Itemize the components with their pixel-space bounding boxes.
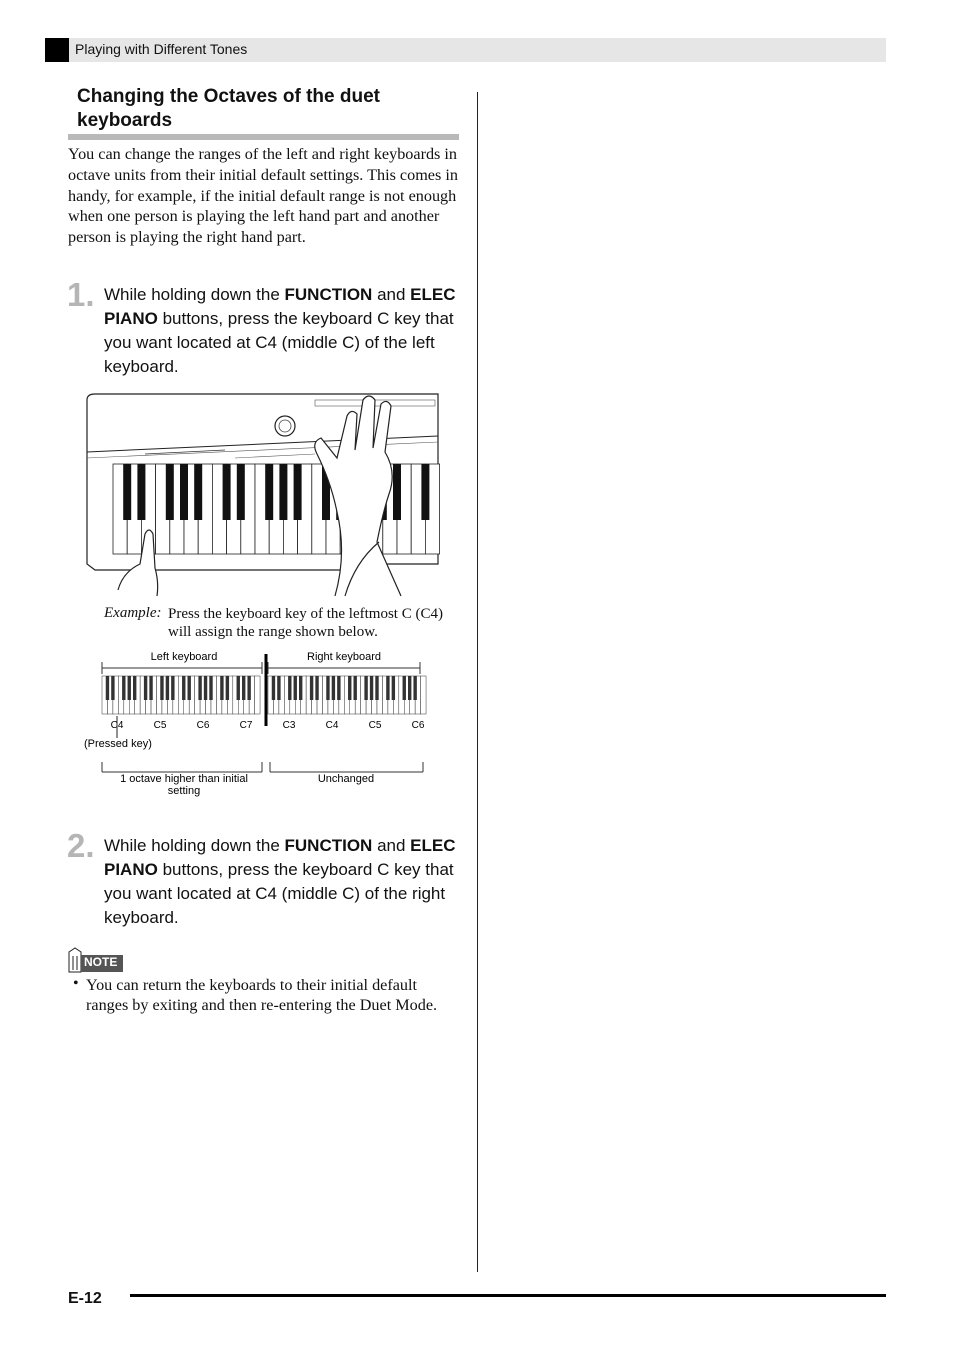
mini-black-key (310, 676, 313, 700)
mini-black-key (209, 676, 212, 700)
step-1-text-c: buttons, press the keyboard C key that you want located at C4 (middle C) of the left keyboard. (104, 309, 454, 376)
left-range-label: 1 octave higher than initial (120, 773, 248, 785)
mini-black-key (392, 676, 395, 700)
mini-black-key (226, 676, 229, 700)
step-2-text-b: and (372, 836, 411, 855)
example-label: Example: (104, 605, 162, 621)
mini-black-key (288, 676, 291, 700)
note-label-left: C6 (196, 720, 210, 731)
step-2-text-a: While holding down the (104, 836, 285, 855)
note-label-right: C3 (282, 720, 296, 731)
mini-black-key (106, 676, 109, 700)
split-marker (265, 654, 268, 726)
left-range-label-2: setting (167, 785, 201, 797)
step-1-text (104, 283, 464, 379)
note-label-right: C6 (411, 720, 425, 731)
illus-black-key (421, 464, 429, 520)
note-label: NOTE (84, 955, 118, 969)
step-1-text-b: and (372, 285, 411, 304)
mini-black-key (277, 676, 280, 700)
step-1-number: 1. (67, 276, 95, 313)
column-divider (477, 92, 478, 1272)
mini-black-key (182, 676, 185, 700)
keyboard-range-diagram (80, 648, 460, 803)
mini-white-key (255, 676, 260, 714)
mini-black-key (332, 676, 335, 700)
note-label-left: C4 (110, 720, 124, 731)
illus-black-key (265, 464, 273, 520)
mini-black-key (204, 676, 207, 700)
illus-black-key (279, 464, 287, 520)
step-2-number: 2. (67, 827, 95, 864)
step-2-function-key: FUNCTION (284, 836, 373, 855)
mini-black-key (375, 676, 378, 700)
note-label-right: C4 (325, 720, 339, 731)
mini-black-key (337, 676, 340, 700)
left-keyboard-label: Left keyboard (150, 651, 218, 663)
illus-black-key (393, 464, 401, 520)
mini-white-key (421, 676, 426, 714)
step-1-elec-piano-key: ELEC PIANO (104, 285, 456, 328)
note-item: You can return the keyboards to their initial default ranges by exiting and then re-entering the Duet Mode. (86, 976, 438, 1014)
right-keyboard-bracket (268, 662, 420, 674)
mini-black-key (166, 676, 169, 700)
mini-black-key (111, 676, 114, 700)
mini-black-key (299, 676, 302, 700)
mini-black-key (149, 676, 152, 700)
mini-black-key (294, 676, 297, 700)
mini-black-key (133, 676, 136, 700)
mini-black-key (198, 676, 201, 700)
mini-black-key (326, 676, 329, 700)
mini-black-key (171, 676, 174, 700)
mini-black-key (315, 676, 318, 700)
illus-black-key (166, 464, 174, 520)
step-2-text (104, 834, 464, 930)
left-keyboard-bracket (102, 662, 262, 674)
mini-black-key (403, 676, 406, 700)
right-range-bracket (270, 762, 423, 772)
mini-black-key (386, 676, 389, 700)
left-range-bracket (102, 762, 262, 772)
running-header: Playing with Different Tones (75, 41, 248, 57)
note-label-right: C5 (368, 720, 382, 731)
mini-black-key (128, 676, 131, 700)
mini-black-key (408, 676, 411, 700)
illus-black-key (123, 464, 131, 520)
piano-hands-illustration (85, 382, 441, 597)
step-1-function-key: FUNCTION (284, 285, 373, 304)
note-bullet: • (73, 975, 79, 992)
illus-black-key (194, 464, 202, 520)
step-1-text-a: While holding down the (104, 285, 285, 304)
mini-black-key (272, 676, 275, 700)
illus-black-key (237, 464, 245, 520)
step-2-elec-piano-key: ELEC PIANO (104, 836, 456, 879)
mini-black-key (188, 676, 191, 700)
illus-black-key (294, 464, 302, 520)
right-range-label: Unchanged (317, 773, 375, 785)
title-rule (68, 134, 459, 140)
mini-black-key (364, 676, 367, 700)
mini-black-key (242, 676, 245, 700)
right-keyboard-label: Right keyboard (307, 651, 381, 663)
header-marker (45, 38, 69, 62)
example-text: Press the keyboard key of the leftmost C (C4) will assign the range shown below. (168, 606, 443, 640)
mini-black-key (220, 676, 223, 700)
mini-black-key (348, 676, 351, 700)
mini-black-key (413, 676, 416, 700)
mini-black-key (354, 676, 357, 700)
mini-black-key (237, 676, 240, 700)
illus-black-key (223, 464, 231, 520)
mini-keyboard-black-keys (106, 676, 417, 700)
mini-black-key (122, 676, 125, 700)
mini-black-key (144, 676, 147, 700)
pressed-key-label: (Pressed key) (84, 738, 152, 750)
illus-black-key (180, 464, 188, 520)
note-label-left: C7 (239, 720, 253, 731)
volume-knob-icon (275, 416, 295, 436)
intro-paragraph: You can change the ranges of the left and right keyboards in octave units from their initial default settings. This comes in handy, for example, if the initial default range is not enough when one person is playing the left hand part and another person is playing the right hand part. (68, 145, 458, 247)
mini-black-key (370, 676, 373, 700)
footer-rule (130, 1294, 886, 1297)
note-label-left: C5 (153, 720, 167, 731)
section-title: Changing the Octaves of the duet keyboards (77, 86, 380, 131)
mini-black-key (160, 676, 163, 700)
step-2-text-c: buttons, press the keyboard C key that you want located at C4 (middle C) of the right keyboard. (104, 860, 454, 927)
page-number: E-12 (68, 1290, 102, 1307)
octave-note-labels (111, 720, 425, 731)
mini-black-key (247, 676, 250, 700)
illus-black-key (137, 464, 145, 520)
